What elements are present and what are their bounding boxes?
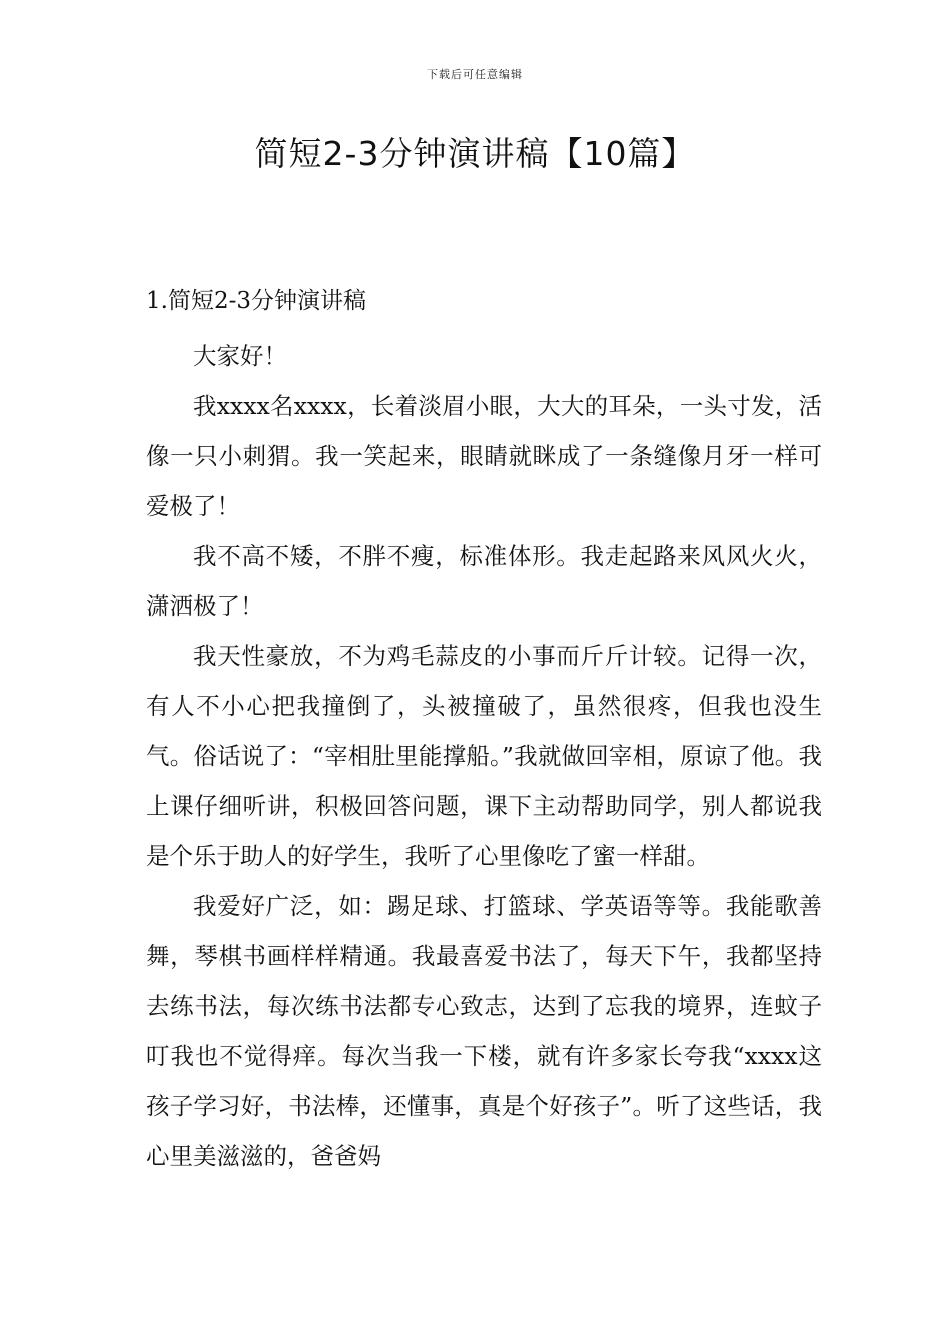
section-heading: 1.简短2-3分钟演讲稿	[146, 288, 366, 314]
paragraph-greeting: 大家好！	[193, 342, 287, 370]
paragraph-personality: 我天性豪放，不为鸡毛蒜皮的小事而斤斤计较。记得一次，有人不小心把我撞倒了，头被撞破了，虽然很疼，但我也没生气。俗话说了：“宰相肚里能撑船。”我就做回宰相，原谅了他。我上课仔细听讲，积极回答问题，课下主动帮助同学，别人都说我是个乐于助人的好学生，我听了心里像吃了蜜一样甜。	[146, 642, 822, 870]
paragraph-figure: 我不高不矮，不胖不瘦，标准体形。我走起路来风风火火，潇洒极了！	[146, 542, 822, 620]
document-title: 简短2-3分钟演讲稿【10篇】	[254, 134, 696, 173]
body-text	[146, 331, 822, 1181]
header-note: 下载后可任意编辑	[427, 68, 523, 81]
paragraph-hobbies: 我爱好广泛，如：踢足球、打篮球、学英语等等。我能歌善舞，琴棋书画样样精通。我最喜爱书法了，每天下午，我都坚持去练书法，每次练书法都专心致志，达到了忘我的境界，连蚊子叮我也不觉得痒。每次当我一下楼，就有许多家长夸我“xxxx这孩子学习好，书法棒，还懂事，真是个好孩子”。听了这些话，我心里美滋滋的，爸爸妈	[146, 892, 822, 1170]
paragraph-appearance: 我xxxx名xxxx，长着淡眉小眼，大大的耳朵，一头寸发，活像一只小刺猬。我一笑起来，眼睛就眯成了一条缝像月牙一样可爱极了！	[146, 392, 822, 520]
